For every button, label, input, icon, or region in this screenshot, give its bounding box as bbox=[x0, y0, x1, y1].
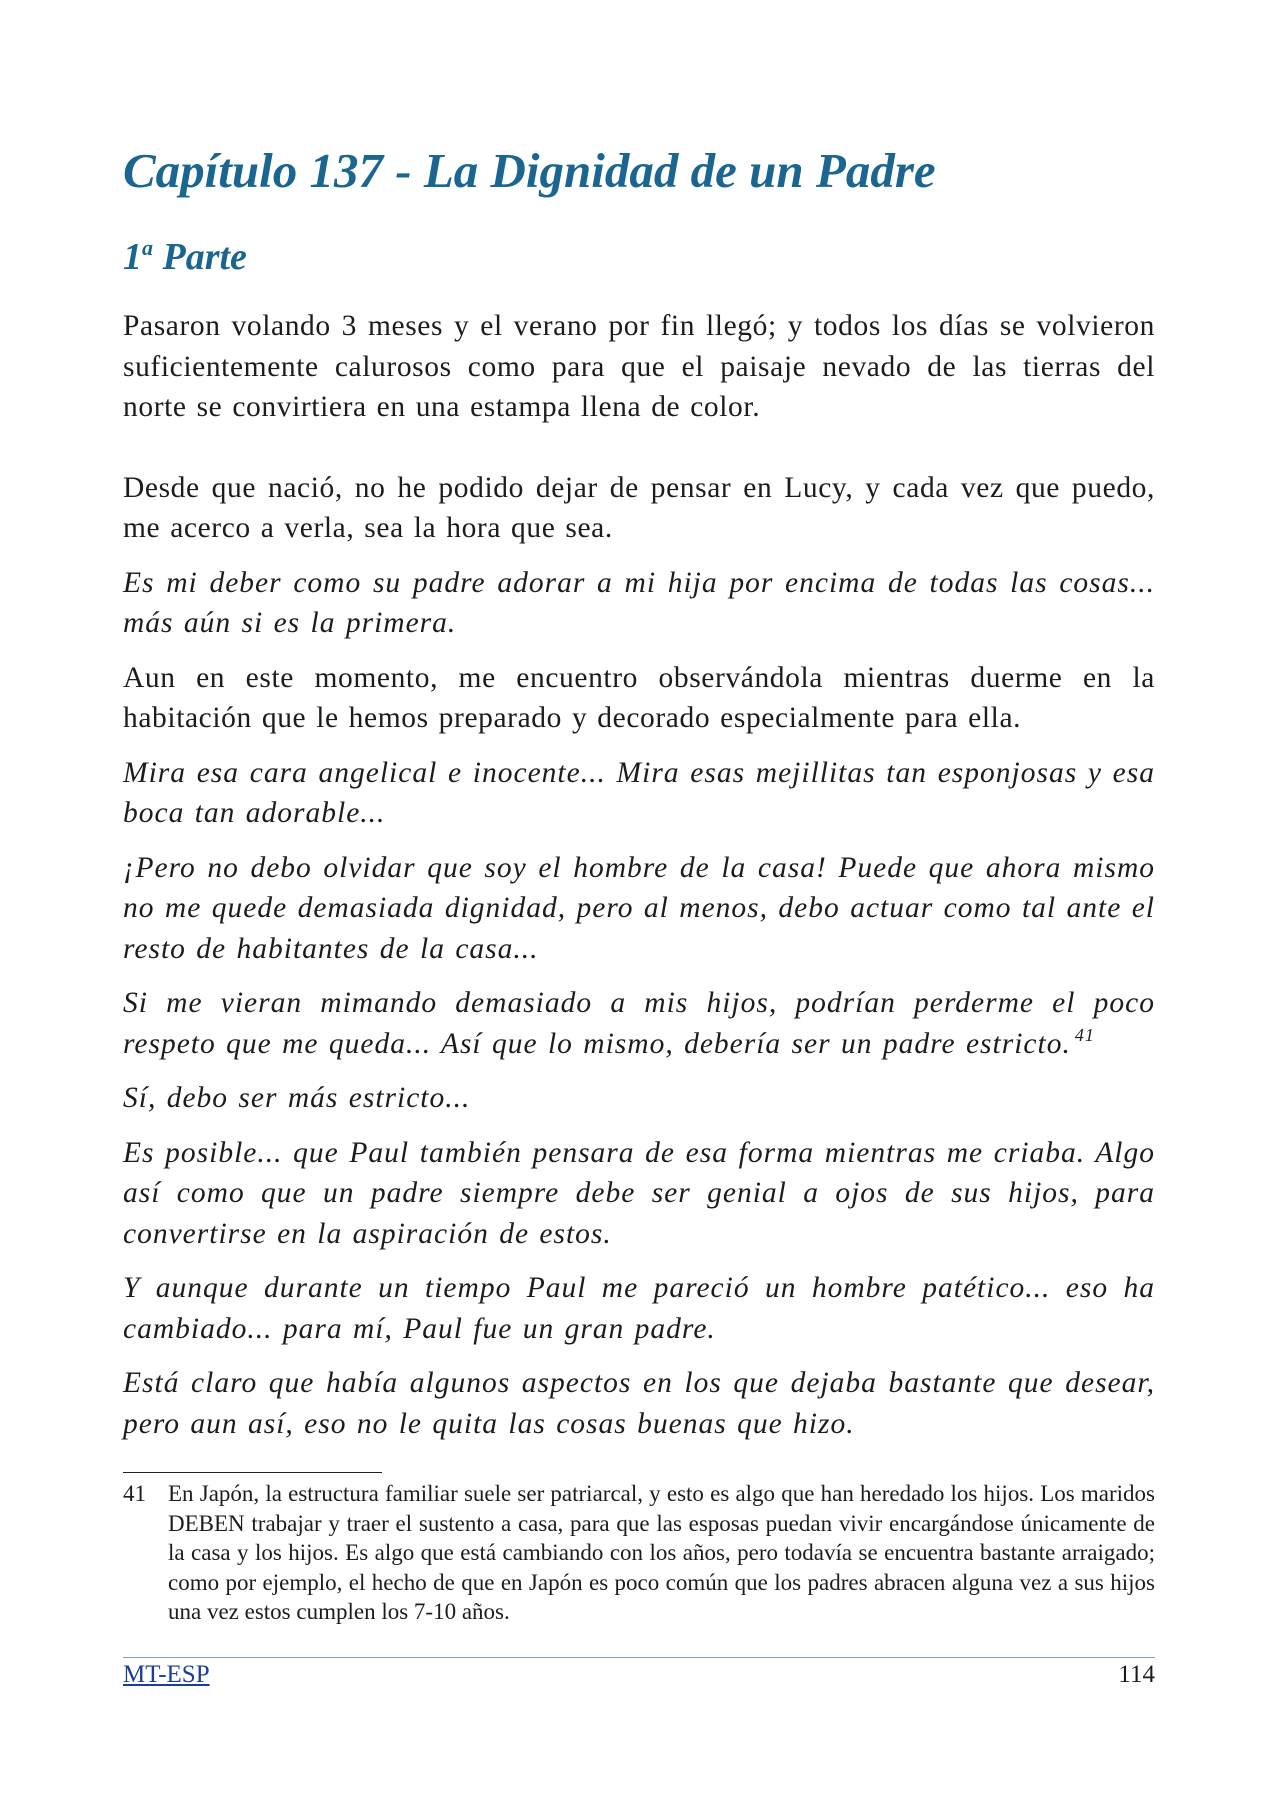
thought-paragraph: Y aunque durante un tiempo Paul me pareció un hombre patético... eso ha cambiado... para mí, Paul fue un gran padre. bbox=[123, 1272, 1155, 1345]
footer-divider bbox=[123, 1657, 1155, 1658]
part-ordinal-suffix: a bbox=[142, 235, 153, 260]
thought-paragraph: ¡Pero no debo olvidar que soy el hombre de la casa! Puede que ahora mismo no me quede demasiada dignidad, pero al menos, debo actuar como tal ante el resto de habitantes de la casa... bbox=[123, 851, 1155, 965]
thought-paragraph-with-footnote bbox=[123, 983, 1155, 1064]
footnote-text: En Japón, la estructura familiar suele ser patriarcal, y esto es algo que han heredado los hijos. Los maridos DEBEN trabajar y traer el sustento a casa, para que las esposas puedan vivir encargándose únicamente de la casa y los hijos. Es algo que está cambiando con los años, pero todavía se encuentra bastante arraigado; como por ejemplo, el hecho de que en Japón es poco común que los padres abracen alguna vez a sus hijos una vez estos cumplen los 7-10 años. bbox=[168, 1481, 1155, 1624]
footnote-reference[interactable]: 41 bbox=[1074, 1024, 1095, 1045]
footnote bbox=[123, 1479, 1155, 1627]
thought-paragraph: Es mi deber como su padre adorar a mi hija por encima de todas las cosas... más aún si es la primera. bbox=[123, 566, 1155, 639]
document-page bbox=[123, 0, 1155, 1811]
paragraph-text: Si me vieran mimando demasiado a mis hijos, podrían perderme el poco respeto que me queda... Así que lo mismo, debería ser un padre estricto. bbox=[123, 987, 1155, 1060]
footnote-separator bbox=[123, 1472, 382, 1473]
thought-paragraph: Está claro que había algunos aspectos en los que dejaba bastante que desear, pero aun así, eso no le quita las cosas buenas que hizo. bbox=[123, 1367, 1155, 1440]
part-label: Parte bbox=[162, 236, 247, 278]
paragraph: Pasaron volando 3 meses y el verano por fin llegó; y todos los días se volvieron suficientemente calurosos como para que el paisaje nevado de las tierras del norte se convirtiera en una estampa llena de color. bbox=[123, 310, 1155, 423]
thought-paragraph: Mira esa cara angelical e inocente... Mira esas mejillitas tan esponjosas y esa boca tan adorable... bbox=[123, 756, 1155, 829]
part-title bbox=[123, 235, 247, 279]
paragraph: Desde que nació, no he podido dejar de pensar en Lucy, y cada vez que puedo, me acerco a verla, sea la hora que sea. bbox=[123, 471, 1155, 544]
thought-paragraph: Es posible... que Paul también pensara de esa forma mientras me criaba. Algo así como que un padre siempre debe ser genial a ojos de sus hijos, para convertirse en la aspiración de estos. bbox=[123, 1136, 1155, 1250]
chapter-title: Capítulo 137 - La Dignidad de un Padre bbox=[123, 143, 936, 198]
paragraph: Aun en este momento, me encuentro observándola mientras duerme en la habitación que le hemos preparado y decorado especialmente para ella. bbox=[123, 661, 1155, 734]
chapter-body bbox=[123, 306, 1155, 1458]
part-number: 1 bbox=[123, 236, 142, 278]
thought-paragraph: Sí, debo ser más estricto... bbox=[123, 1082, 471, 1114]
page-number: 114 bbox=[1118, 1661, 1155, 1688]
footer-link[interactable]: MT-ESP bbox=[123, 1661, 210, 1688]
footnote-number: 41 bbox=[123, 1481, 146, 1506]
